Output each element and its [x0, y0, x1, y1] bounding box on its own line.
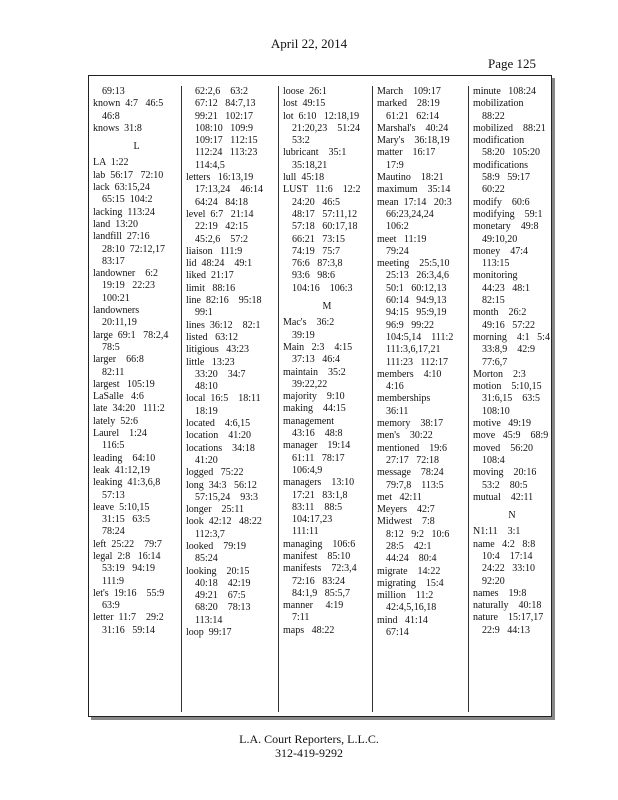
index-line: leaking 41:3,6,8 [93, 477, 161, 489]
index-line: 99:21 102:17 [195, 110, 254, 122]
index-line: 44:24 80:4 [386, 553, 437, 565]
index-line: maximum 35:14 [377, 184, 451, 196]
index-line: 77:6,7 [482, 356, 508, 368]
index-line: modifying 59:1 [473, 208, 543, 220]
index-line: 45:2,6 57:2 [195, 233, 249, 245]
index-line: looking 20:15 [186, 565, 250, 577]
index-line: 108:10 [482, 405, 510, 417]
index-line: money 47:4 [473, 245, 528, 257]
index-line: 53:19 94:19 [102, 563, 156, 575]
index-line: 31:16 59:14 [102, 624, 156, 636]
index-line: 50:1 60:12,13 [386, 282, 447, 294]
index-line: 92:20 [482, 575, 505, 587]
index-line: landfill 27:16 [93, 231, 150, 243]
index-line: lubricant 35:1 [283, 147, 347, 159]
index-line: nature 15:17,17 [473, 612, 544, 624]
index-line: land 13:20 [93, 218, 138, 230]
index-line: move 45:9 68:9 [473, 430, 549, 442]
section-letter-heading: L [133, 141, 140, 153]
index-line: 79:24 [386, 245, 409, 257]
index-line: 62:2,6 63:2 [195, 86, 249, 97]
index-line: mobilization [473, 98, 524, 110]
index-line: 108:4 [482, 454, 505, 466]
index-line: 72:16 83:24 [292, 575, 346, 587]
index-line: 17:9 [386, 159, 404, 171]
index-line: limit 88:16 [186, 282, 236, 294]
index-line: look 42:12 48:22 [186, 516, 262, 528]
index-column-5 [468, 86, 551, 712]
index-line: 112:24 113:23 [195, 147, 258, 159]
index-line: Main 2:3 4:15 [283, 341, 353, 353]
header-date: April 22, 2014 [270, 36, 348, 51]
index-line: 82:15 [482, 295, 505, 307]
index-line: 100:21 [102, 292, 130, 304]
index-line: minute 108:24 [473, 86, 537, 97]
index-line: modifications [473, 159, 528, 171]
section-letter-heading: M [322, 301, 332, 313]
index-line: 76:6 87:3,8 [292, 258, 343, 270]
index-line: 111:11 [292, 526, 319, 538]
index-line: 36:11 [386, 405, 409, 417]
index-line: marked 28:19 [377, 98, 440, 110]
index-line: litigious 43:23 [186, 344, 250, 356]
index-line: migrating 15:4 [377, 577, 444, 589]
index-line: looked 79:19 [186, 540, 246, 552]
footer-phone: 312-419-9292 [275, 746, 343, 760]
index-line: 69:13 [102, 86, 125, 97]
section-letter-heading: N [508, 510, 516, 522]
index-line: management [283, 415, 335, 427]
index-line: Mary's 36:18,19 [377, 135, 450, 147]
index-line: 112:3,7 [195, 528, 225, 540]
index-line: landowners [93, 305, 140, 317]
index-line: 113:15 [482, 258, 510, 270]
index-column-4 [372, 86, 467, 712]
index-line: 57:13 [102, 489, 125, 501]
index-line: 78:5 [102, 341, 120, 353]
index-line: 58:9 59:17 [482, 172, 531, 184]
index-line: mentioned 19:6 [377, 442, 447, 454]
index-line: 33:8,9 42:9 [482, 344, 536, 356]
index-line: 83:11 88:5 [292, 501, 343, 513]
index-line: monetary 49:8 [473, 221, 539, 233]
index-line: N1:11 3:1 [473, 526, 521, 538]
index-line: 48:10 [195, 381, 218, 393]
index-line: 4:16 [386, 381, 404, 393]
index-line: 57:18 60:17,18 [292, 221, 358, 233]
index-line: manifests 72:3,4 [283, 563, 357, 575]
index-line: 8:12 9:2 10:6 [386, 528, 450, 540]
index-line: late 34:20 111:2 [93, 403, 165, 415]
index-line: 64:24 84:18 [195, 196, 249, 208]
index-line: manner 4:19 [283, 600, 344, 612]
index-line: 21:20,23 51:24 [292, 122, 361, 134]
index-line: 53:2 [292, 135, 310, 147]
index-line: 79:7,8 113:5 [386, 479, 444, 491]
index-line: names 19:8 [473, 587, 527, 599]
index-line: legal 2:8 16:14 [93, 550, 161, 562]
index-line: leave 5:10,15 [93, 501, 150, 513]
index-line: 104:5,14 111:2 [386, 331, 454, 343]
index-line: long 34:3 56:12 [186, 479, 257, 491]
index-line: 17:21 83:1,8 [292, 489, 348, 501]
index-line: March 109:17 [377, 86, 441, 97]
index-line: 109:17 112:15 [195, 135, 258, 147]
index-line: liked 21:17 [186, 270, 234, 282]
index-line: 41:20 [195, 454, 218, 466]
index-line: larger 66:8 [93, 354, 144, 366]
index-line: Mac's 36:2 [283, 317, 335, 329]
index-line: 60:14 94:9,13 [386, 295, 447, 307]
index-line: 96:9 99:22 [386, 319, 435, 331]
index-line: Morton 2:3 [473, 368, 526, 380]
index-line: 83:17 [102, 255, 125, 267]
index-column-1 [89, 86, 180, 712]
index-line: 24:20 46:5 [292, 196, 341, 208]
index-line: lacking 113:24 [93, 206, 155, 218]
index-line: 31:15 63:5 [102, 514, 151, 526]
index-line: 19:19 22:23 [102, 280, 156, 292]
index-line: mind 41:14 [377, 614, 428, 626]
index-line: 44:23 48:1 [482, 282, 531, 294]
index-line: 46:8 [102, 110, 120, 122]
index-line: 35:18,21 [292, 159, 328, 171]
index-line: members 4:10 [377, 368, 442, 380]
index-line: 104:17,23 [292, 514, 333, 526]
index-line: 61:11 78:17 [292, 452, 345, 464]
index-line: lid 48:24 49:1 [186, 258, 253, 270]
index-line: 94:15 95:9,19 [386, 307, 447, 319]
footer-company: L.A. Court Reporters, L.L.C. [239, 732, 379, 746]
index-line: 85:24 [195, 553, 218, 565]
index-line: location 41:20 [186, 430, 251, 442]
index-line: 7:11 [292, 612, 310, 624]
index-line: 10:4 17:14 [482, 550, 533, 562]
index-line: 53:2 80:5 [482, 479, 528, 491]
index-line: managers 13:10 [283, 477, 355, 489]
index-line: morning 4:1 5:4 [473, 331, 550, 343]
index-line: majority 9:10 [283, 391, 345, 403]
index-line: 84:1,9 85:5,7 [292, 587, 351, 599]
index-line: 74:19 75:7 [292, 245, 341, 257]
index-line: lot 6:10 12:18,19 [283, 110, 360, 122]
index-line: 37:13 46:4 [292, 354, 341, 366]
index-line: mean 17:14 20:3 [377, 196, 452, 208]
index-line: 82:11 [102, 366, 125, 378]
index-line: memory 38:17 [377, 418, 444, 430]
index-line: meet 11:19 [377, 233, 427, 245]
index-line: little 13:23 [186, 356, 235, 368]
index-line: LA 1:22 [93, 157, 129, 169]
index-line: making 44:15 [283, 403, 346, 415]
index-line: 78:24 [102, 526, 125, 538]
page-number: Page 125 [488, 56, 537, 71]
index-line: 43:16 48:8 [292, 428, 343, 440]
index-line: month 26:2 [473, 307, 527, 319]
index-line: modify 60:6 [473, 196, 530, 208]
index-line: 111:3,6,17,21 [386, 344, 441, 356]
index-line: 17:13,24 46:14 [195, 184, 264, 196]
footer [0, 732, 618, 760]
index-line: maps 48:22 [283, 624, 335, 636]
index-line: 22:19 42:15 [195, 221, 249, 233]
index-line: 58:20 105:20 [482, 147, 541, 159]
index-line: liaison 111:9 [186, 245, 243, 257]
index-line: Meyers 42:7 [377, 504, 435, 516]
index-line: lost 49:15 [283, 98, 326, 110]
index-line: lull 45:18 [283, 172, 325, 184]
index-line: 106:2 [386, 221, 409, 233]
index-line: loose 26:1 [283, 86, 327, 97]
index-line: 67:12 84:7,13 [195, 98, 256, 110]
index-line: 48:17 57:11,12 [292, 208, 358, 220]
index-line: landowner 6:2 [93, 268, 158, 280]
index-line: 113:14 [195, 614, 223, 626]
index-line: 65:15 104:2 [102, 194, 153, 206]
index-line: 116:5 [102, 440, 125, 452]
index-line: modification [473, 135, 525, 147]
index-line: letters 16:13,19 [186, 172, 254, 184]
index-line: knows 31:8 [93, 122, 142, 134]
index-line: managing 106:6 [283, 538, 356, 550]
index-line: 49:10,20 [482, 233, 518, 245]
index-line: 57:15,24 93:3 [195, 491, 259, 503]
index-line: 28:5 42:1 [386, 540, 432, 552]
index-line: known 4:7 46:5 [93, 98, 164, 110]
index-line: 42:4,5,16,18 [386, 602, 437, 614]
index-line: migrate 14:22 [377, 565, 441, 577]
index-line: million 11:2 [377, 590, 434, 602]
index-line: motion 5:10,15 [473, 381, 542, 393]
index-line: matter 16:17 [377, 147, 436, 159]
index-line: 114:4,5 [195, 159, 225, 171]
index-line: monitoring [473, 270, 518, 282]
index-line: 40:18 42:19 [195, 577, 251, 589]
index-line: LaSalle 4:6 [93, 391, 144, 403]
index-line: 49:21 67:5 [195, 590, 246, 602]
index-line: line 82:16 95:18 [186, 295, 262, 307]
index-line: 31:6,15 63:5 [482, 393, 541, 405]
index-line: 66:21 73:15 [292, 233, 346, 245]
index-line: left 25:22 79:7 [93, 538, 162, 550]
index-line: moved 56:20 [473, 442, 533, 454]
index-line: 39:19 [292, 329, 315, 341]
index-line: 66:23,24,24 [386, 208, 434, 220]
index-line: located 4:6,15 [186, 418, 251, 430]
index-line: listed 63:12 [186, 331, 238, 343]
index-line: meeting 25:5,10 [377, 258, 450, 270]
index-line: large 69:1 78:2,4 [93, 329, 169, 341]
index-line: Mautino 18:21 [377, 172, 444, 184]
index-line: 111:23 112:17 [386, 356, 448, 368]
index-line: 20:11,19 [102, 317, 137, 329]
index-line: LUST 11:6 12:2 [283, 184, 361, 196]
index-line: 25:13 26:3,4,6 [386, 270, 450, 282]
index-line: longer 25:11 [186, 504, 244, 516]
index-line: message 78:24 [377, 467, 444, 479]
index-line: level 6:7 21:14 [186, 208, 254, 220]
index-line: moving 20:16 [473, 467, 537, 479]
index-line: mutual 42:11 [473, 491, 534, 503]
index-line: 111:9 [102, 575, 125, 587]
index-column-3 [278, 86, 371, 712]
index-line: 39:22,22 [292, 378, 328, 390]
index-line: name 4:2 8:8 [473, 538, 536, 550]
index-line: men's 30:22 [377, 430, 433, 442]
index-line: 88:22 [482, 110, 505, 122]
index-line: naturally 40:18 [473, 600, 542, 612]
index-line: largest 105:19 [93, 378, 155, 390]
index-line: letter 11:7 29:2 [93, 612, 164, 624]
index-line: manifest 85:10 [283, 550, 351, 562]
index-line: 61:21 62:14 [386, 110, 440, 122]
index-line: loop 99:17 [186, 627, 232, 639]
index-line: met 42:11 [377, 491, 422, 503]
index-line: lack 63:15,24 [93, 182, 150, 194]
index-line: leak 41:12,19 [93, 464, 150, 476]
index-line: maintain 35:2 [283, 366, 346, 378]
index-line: 33:20 34:7 [195, 368, 246, 380]
index-line: 67:14 [386, 627, 409, 639]
index-line: 68:20 78:13 [195, 602, 251, 614]
index-box [88, 75, 552, 717]
index-line: let's 19:16 55:9 [93, 587, 165, 599]
index-line: logged 75:22 [186, 467, 244, 479]
index-column-2 [181, 86, 277, 712]
index-line: Marshal's 40:24 [377, 122, 449, 134]
index-line: locations 34:18 [186, 442, 255, 454]
index-line: memberships [377, 393, 431, 405]
index-line: 106:4,9 [292, 464, 323, 476]
index-line: Laurel 1:24 [93, 428, 147, 440]
index-line: 24:22 33:10 [482, 563, 536, 575]
index-line: Midwest 7:8 [377, 516, 435, 528]
index-line: 60:22 [482, 184, 505, 196]
index-line: 49:16 57:22 [482, 319, 536, 331]
index-line: mobilized 88:21 [473, 122, 546, 134]
index-line: 27:17 72:18 [386, 454, 440, 466]
index-line: 99:1 [195, 307, 213, 319]
index-line: manager 19:14 [283, 440, 351, 452]
index-line: 22:9 44:13 [482, 624, 531, 636]
index-line: motive 49:19 [473, 418, 532, 430]
index-line: 93:6 98:6 [292, 270, 336, 282]
index-line: 104:16 106:3 [292, 282, 353, 294]
index-line: lately 52:6 [93, 415, 138, 427]
index-line: 28:10 72:12,17 [102, 243, 166, 255]
index-line: leading 64:10 [93, 452, 156, 464]
index-line: 108:10 109:9 [195, 122, 254, 134]
index-line: lines 36:12 82:1 [186, 319, 261, 331]
index-line: local 16:5 18:11 [186, 393, 261, 405]
index-line: 18:19 [195, 405, 218, 417]
index-line: 63:9 [102, 600, 120, 612]
index-line: lab 56:17 72:10 [93, 169, 164, 181]
